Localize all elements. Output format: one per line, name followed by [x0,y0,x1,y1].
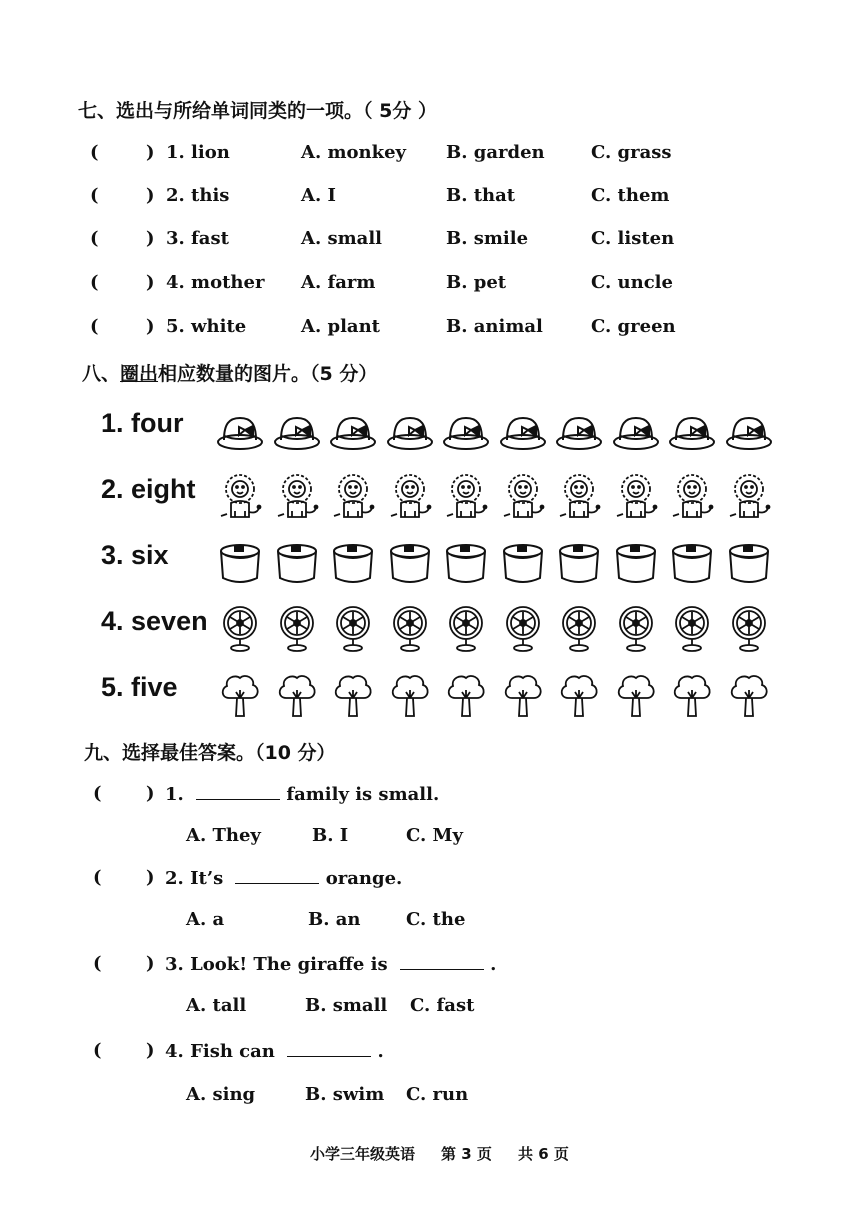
answer-paren-close: ) [146,228,155,249]
option-c: C. the [406,909,466,930]
count-word-label: 3. six [101,540,169,570]
given-word: 1. lion [166,142,230,163]
picture-row [212,534,777,592]
option-c: C. run [406,1084,469,1105]
tree-icon[interactable] [212,666,269,724]
answer-paren-open: ( [90,142,99,163]
hat-icon[interactable] [721,402,778,460]
answer-paren-close: ) [146,783,155,804]
tree-icon[interactable] [438,666,495,724]
hat-icon[interactable] [269,402,326,460]
answer-paren-close: ) [146,316,155,337]
answer-blank[interactable] [196,783,280,800]
lion-icon[interactable] [382,468,439,526]
pot-icon[interactable] [551,534,608,592]
section-8-heading [82,359,377,386]
answer-paren-open: ( [93,783,102,804]
option-b: B. that [446,185,516,206]
picture-row [212,666,777,724]
option-b: B. smile [446,228,529,249]
answer-blank[interactable] [235,867,319,884]
option-c: C. listen [591,228,675,249]
hat-icon[interactable] [608,402,665,460]
hat-icon[interactable] [382,402,439,460]
question-text-before: It’s [190,868,230,889]
lion-icon[interactable] [664,468,721,526]
given-word: 4. mother [166,272,265,293]
hat-icon[interactable] [438,402,495,460]
answer-paren-open: ( [90,272,99,293]
section-7-heading: 七、选出与所给单词同类的一项。（ 5分 ） [78,100,437,122]
answer-blank[interactable] [400,953,484,970]
question-text-before: Look! The giraffe is [190,954,394,975]
tree-icon[interactable] [721,666,778,724]
option-a: A. They [186,825,261,846]
question-text-after: orange. [319,868,403,889]
answer-paren-close: ) [146,272,155,293]
option-a: A. a [186,909,225,930]
lion-icon[interactable] [721,468,778,526]
fan-icon[interactable] [438,600,495,658]
count-word-label: 2. eight [101,474,196,504]
pot-icon[interactable] [664,534,721,592]
picture-row [212,468,777,526]
question-text-after: . [483,954,497,975]
answer-paren-open: ( [93,867,102,888]
question-number: 1. [165,784,184,805]
answer-paren-open: ( [90,228,99,249]
section-8-heading-prefix: 八、 [82,363,121,385]
option-b: B. pet [446,272,507,293]
pot-icon[interactable] [721,534,778,592]
pot-icon[interactable] [438,534,495,592]
section-9-heading: 九、选择最佳答案。（10 分） [84,742,336,764]
option-b: B. garden [446,142,545,163]
option-a: A. monkey [301,142,407,163]
tree-icon[interactable] [269,666,326,724]
given-word: 3. fast [166,228,229,249]
picture-row [212,600,777,658]
option-a: A. plant [301,316,380,337]
footer-subject: 小学三年级英语 [310,1145,416,1163]
lion-icon[interactable] [438,468,495,526]
tree-icon[interactable] [382,666,439,724]
given-word: 5. white [166,316,247,337]
fan-icon[interactable] [608,600,665,658]
tree-icon[interactable] [664,666,721,724]
section-8-heading-suffix: 相应数量的图片。（5 分） [158,363,378,385]
hat-icon[interactable] [325,402,382,460]
tree-icon[interactable] [325,666,382,724]
answer-paren-open: ( [93,953,102,974]
pot-icon[interactable] [382,534,439,592]
option-b: B. animal [446,316,543,337]
fan-icon[interactable] [664,600,721,658]
answer-paren-close: ) [146,867,155,888]
option-c: C. uncle [591,272,673,293]
question-number: 2. [165,868,184,889]
option-c: C. My [406,825,463,846]
tree-icon[interactable] [608,666,665,724]
answer-paren-open: ( [90,185,99,206]
question-text-before: Fish can [190,1041,282,1062]
question-number: 3. [165,954,184,975]
option-c: C. them [591,185,670,206]
question-text-after: family is small. [280,784,440,805]
answer-paren-open: ( [90,316,99,337]
option-c: C. grass [591,142,672,163]
footer-total: 共 6 页 [518,1145,569,1163]
answer-paren-close: ) [146,1040,155,1061]
fan-icon[interactable] [551,600,608,658]
option-a: A. tall [186,995,247,1016]
lion-icon[interactable] [495,468,552,526]
fan-icon[interactable] [325,600,382,658]
option-a: A. sing [186,1084,256,1105]
question-number: 4. [165,1041,184,1062]
given-word: 2. this [166,185,230,206]
question-text [165,867,402,889]
answer-paren-open: ( [93,1040,102,1061]
section-8-heading-underlined: 圈出 [120,363,159,385]
option-c: C. green [591,316,676,337]
tree-icon[interactable] [551,666,608,724]
answer-paren-close: ) [146,142,155,163]
fan-icon[interactable] [212,600,269,658]
footer-page: 第 3 页 [441,1145,492,1163]
option-a: A. small [301,228,383,249]
option-b: B. I [312,825,349,846]
fan-icon[interactable] [495,600,552,658]
lion-icon[interactable] [212,468,269,526]
fan-icon[interactable] [721,600,778,658]
answer-blank[interactable] [287,1040,371,1057]
tree-icon[interactable] [495,666,552,724]
lion-icon[interactable] [325,468,382,526]
lion-icon[interactable] [608,468,665,526]
option-a: A. farm [301,272,376,293]
lion-icon[interactable] [551,468,608,526]
hat-icon[interactable] [664,402,721,460]
pot-icon[interactable] [495,534,552,592]
question-text-after: . [371,1041,384,1062]
option-a: A. I [301,185,336,206]
lion-icon[interactable] [269,468,326,526]
pot-icon[interactable] [269,534,326,592]
hat-icon[interactable] [495,402,552,460]
fan-icon[interactable] [382,600,439,658]
answer-paren-close: ) [146,953,155,974]
question-text [165,783,439,805]
hat-icon[interactable] [551,402,608,460]
picture-row [212,402,777,460]
option-b: B. swim [305,1084,385,1105]
option-b: B. an [308,909,361,930]
count-word-label: 4. seven [101,606,208,636]
pot-icon[interactable] [325,534,382,592]
option-c: C. fast [410,995,475,1016]
option-b: B. small [305,995,388,1016]
question-text [165,953,496,975]
hat-icon[interactable] [212,402,269,460]
question-text [165,1040,384,1062]
pot-icon[interactable] [608,534,665,592]
count-word-label: 1. four [101,408,184,438]
fan-icon[interactable] [269,600,326,658]
answer-paren-close: ) [146,185,155,206]
count-word-label: 5. five [101,672,178,702]
pot-icon[interactable] [212,534,269,592]
